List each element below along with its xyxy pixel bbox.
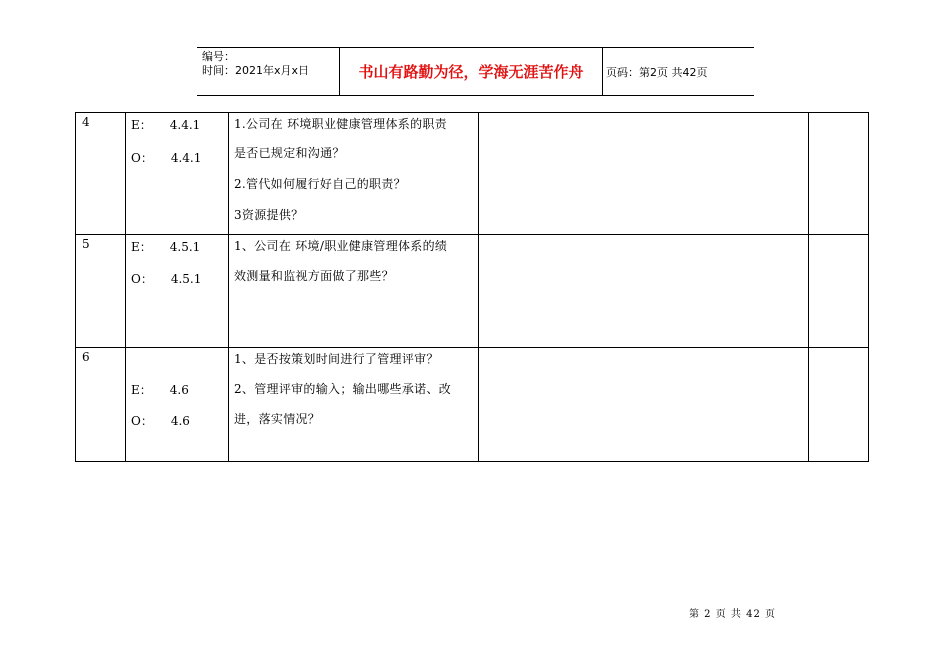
result-cell xyxy=(809,348,869,462)
header-divider xyxy=(602,48,603,95)
clause-o xyxy=(131,270,201,287)
clause-e xyxy=(131,381,189,398)
clause-e-label: E： xyxy=(131,118,152,132)
clause-o-value: 4.5.1 xyxy=(170,272,202,286)
clause-cell xyxy=(126,348,229,462)
question-line: 是否已规定和沟通？ xyxy=(234,146,345,160)
record-cell xyxy=(479,348,809,462)
question-cell xyxy=(229,235,479,348)
clause-cell xyxy=(126,113,229,235)
question-line: 效测量和监视方面做了那些？ xyxy=(234,269,394,283)
header-meta xyxy=(202,50,309,78)
clause-o-label: O： xyxy=(131,151,153,165)
header-motto: 书山有路勤为径，学海无涯苦作舟 xyxy=(358,63,584,81)
question-cell xyxy=(229,113,479,235)
row-number: 6 xyxy=(76,348,126,462)
clause-o-label: O： xyxy=(131,414,153,428)
question-line: 进，落实情况？ xyxy=(234,412,321,426)
header-page-info: 页码：第2页 共42页 xyxy=(606,65,708,79)
row-number: 5 xyxy=(76,235,126,348)
question-line: 1.公司在 环境职业健康管理体系的职责 xyxy=(234,117,447,131)
result-cell xyxy=(809,235,869,348)
clause-o-value: 4.6 xyxy=(170,414,190,428)
question-line: 1、是否按策划时间进行了管理评审？ xyxy=(234,352,439,366)
header-time-label: 时间：2021年x月x日 xyxy=(202,64,310,77)
clause-o-label: O： xyxy=(131,272,153,286)
table-row xyxy=(76,113,869,235)
clause-cell xyxy=(126,235,229,348)
header-number-label: 编号： xyxy=(202,50,235,63)
table-row xyxy=(76,235,869,348)
table-row xyxy=(76,348,869,462)
clause-o xyxy=(131,149,201,166)
clause-o xyxy=(131,412,190,429)
page-header xyxy=(197,47,754,96)
page-footer: 第 2 页 共 42 页 xyxy=(689,609,776,620)
question-line: 2、管理评审的输入；输出哪些承诺、改 xyxy=(234,382,452,396)
question-line: 3资源提供？ xyxy=(234,208,304,222)
record-cell xyxy=(479,235,809,348)
question-line: 1、公司在 环境/职业健康管理体系的绩 xyxy=(234,239,448,253)
clause-o-value: 4.4.1 xyxy=(170,151,202,165)
clause-e xyxy=(131,116,200,133)
record-cell xyxy=(479,113,809,235)
clause-e-value: 4.6 xyxy=(169,383,189,397)
audit-table xyxy=(75,112,869,462)
clause-e-value: 4.4.1 xyxy=(169,118,201,132)
question-cell xyxy=(229,348,479,462)
clause-e-label: E： xyxy=(131,383,152,397)
clause-e-value: 4.5.1 xyxy=(169,240,201,254)
clause-e xyxy=(131,238,200,255)
row-number: 4 xyxy=(76,113,126,235)
result-cell xyxy=(809,113,869,235)
clause-e-label: E： xyxy=(131,240,152,254)
question-line: 2.管代如何履行好自己的职责？ xyxy=(234,177,406,191)
